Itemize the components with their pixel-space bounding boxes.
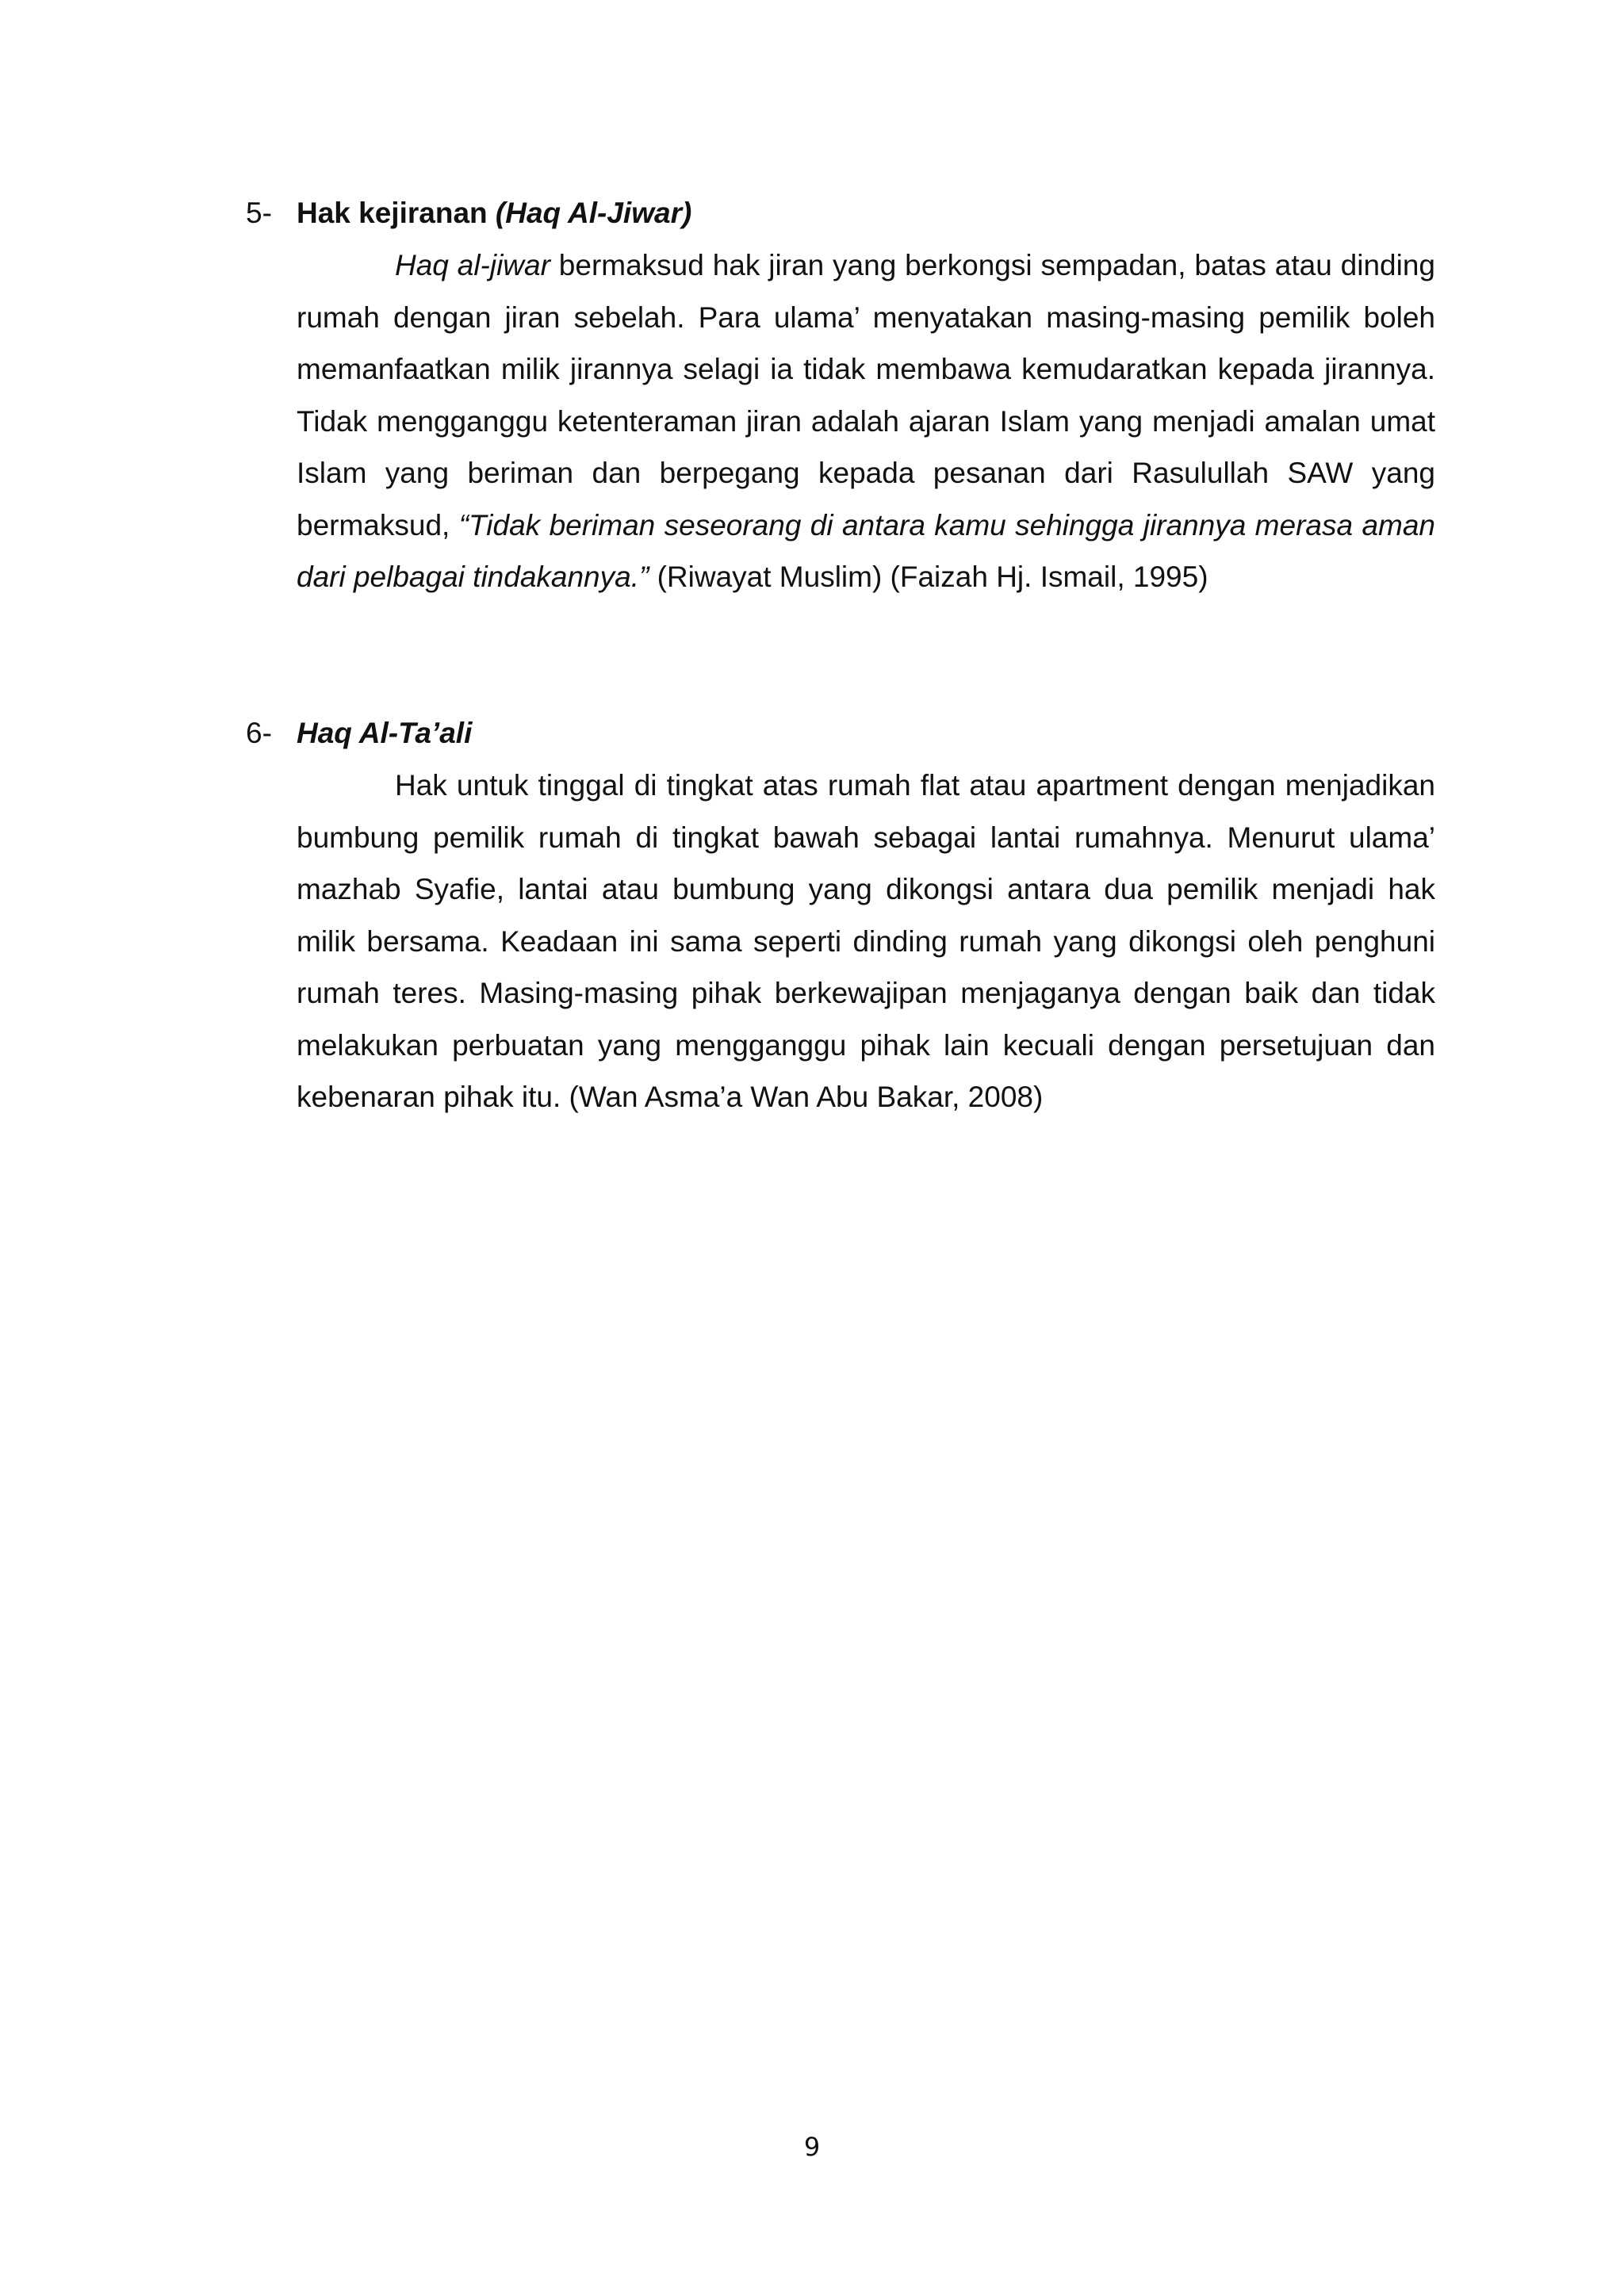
paragraph-citation: (Riwayat Muslim) (Faizah Hj. Ismail, 1995) — [649, 561, 1208, 593]
section-haq-al-jiwar — [246, 187, 1435, 603]
section-number: 5- — [246, 197, 272, 229]
section-paragraph: Hak untuk tinggal di tingkat atas rumah flat atau apartment dengan menjadikan bumbung pemilik rumah di tingkat bawah sebagai lantai rumahnya. Menurut ulama’ mazhab Syafie, lantai atau bumbung yang dikongsi antara dua pemilik menjadi hak milik bersama. Keadaan ini sama seperti dinding rumah yang dikongsi oleh penghuni rumah teres. Masing-masing pihak berkewajipan menjaganya dengan baik dan tidak melakukan perbuatan yang mengganggu pihak lain kecuali dengan persetujuan dan kebenaran pihak itu. (Wan Asma’a Wan Abu Bakar, 2008) — [297, 769, 1435, 1113]
section-title-italic: Haq Al-Ta’ali — [297, 717, 473, 749]
section-haq-al-taali — [246, 707, 1435, 1123]
paragraph-text: bermaksud hak jiran yang berkongsi sempadan, batas atau dinding rumah dengan jiran sebelah. Para ulama’ menyatakan masing-masing pemilik boleh memanfaatkan milik jirannya selagi ia tidak membawa kemudaratkan kepada jirannya. Tidak mengganggu ketenteraman jiran adalah ajaran Islam yang menjadi amalan umat Islam yang beriman dan berpegang kepada pesanan dari Rasulullah SAW yang bermaksud, — [297, 249, 1435, 541]
section-title-italic: (Haq Al-Jiwar) — [495, 197, 692, 229]
paragraph-lead-term: Haq al-jiwar — [395, 249, 550, 281]
hadith-quote: “Tidak beriman seseorang di antara kamu sehingga jirannya merasa aman dari pelbagai tindakannya.” — [297, 508, 1435, 593]
section-heading — [246, 187, 1435, 239]
section-title — [297, 717, 472, 749]
section-title — [297, 197, 691, 229]
section-number: 6- — [246, 717, 272, 749]
page-number: 9 — [803, 2132, 821, 2162]
section-title-plain: Hak kejiranan — [297, 197, 496, 229]
section-heading — [246, 707, 1435, 760]
section-paragraph — [297, 239, 1435, 603]
